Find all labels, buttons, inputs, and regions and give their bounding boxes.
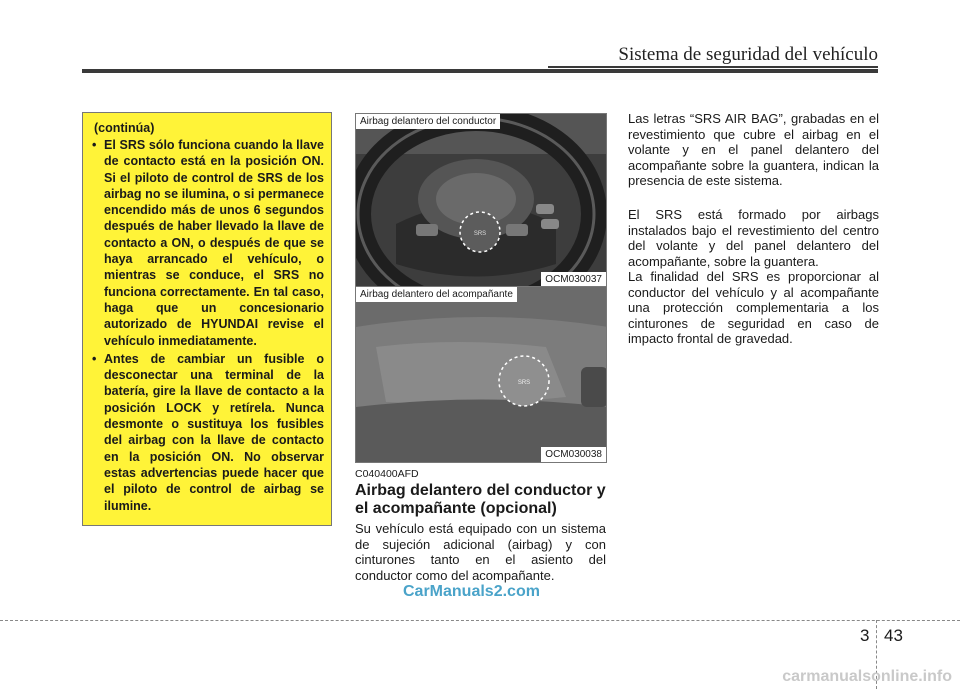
passenger-airbag-photo <box>355 286 607 463</box>
warning-item <box>90 137 324 349</box>
warning-item-text: Antes de cambiar un fusible o desconectar una terminal de la batería, gire la llave de contacto a la posición LOCK y retírela. Nunca desmonte o sustituya los fusibles del airbag con la llave de contacto en la posición ON. No observar estas advertencias puede hacer que el piloto de control de airbag se ilumine. <box>104 351 324 513</box>
photo-code: OCM030038 <box>541 447 606 462</box>
srs-badge: SRS <box>517 380 531 386</box>
steering-wheel-illustration <box>356 114 607 288</box>
chapter-number: 3 <box>860 626 870 645</box>
header-rule-thin <box>548 66 878 68</box>
body-paragraph: Las letras “SRS AIR BAG”, grabadas en el revestimiento que cubre el airbag en el volante y en el panel delantero del acompañante sobre la guantera, indican la presencia de este sistema. <box>628 111 879 188</box>
warning-title: (continúa) <box>94 121 155 135</box>
body-paragraph: El SRS está formado por airbags instalados bajo el revestimiento del centro del volante y del panel delantero del acompañante, sobre la guantera. <box>628 207 879 269</box>
section-body: Su vehículo está equipado con un sistema de sujeción adicional (airbag) y con cinturones tanto en el asiento del conductor como del acompañante. <box>355 521 606 583</box>
section-heading: Airbag delantero del conductor y el acompañante (opcional) <box>355 482 606 517</box>
footer-rule <box>0 620 960 621</box>
driver-airbag-photo <box>355 113 607 288</box>
carmanuals-watermark: CarManuals2.com <box>403 583 540 600</box>
photo-label: Airbag delantero del acompañante <box>356 287 517 302</box>
section-code: C040400AFD <box>355 468 419 480</box>
warning-item-text: El SRS sólo funciona cuando la llave de contacto está en la posición ON. Si el piloto de control de SRS de los airbag no se ilumina, o si permanece encendido más de unos 6 segundos después de haber llevado la llave de contacto a ON, o después de que se haya arrancado el vehículo, o mientras se conduce, el SRS no funciona correctamente. En tal caso, haga que un concesionario autorizado de HYUNDAI revise el vehículo inmediatamente. <box>104 138 324 348</box>
page-header-title: Sistema de seguridad del vehículo <box>618 44 878 65</box>
srs-badge: SRS <box>473 231 487 237</box>
bullet-icon: • <box>92 138 97 152</box>
warning-item <box>90 351 324 514</box>
header-rule <box>82 69 878 73</box>
bullet-icon: • <box>92 351 97 366</box>
photo-code: OCM030037 <box>541 272 606 287</box>
site-watermark: carmanualsonline.info <box>782 668 952 685</box>
dashboard-illustration <box>356 287 607 463</box>
page-number: 43 <box>884 626 903 645</box>
body-paragraph: La finalidad del SRS es proporcionar al conductor del vehículo y al acompañante una protección complementaria a los cinturones de seguridad en caso de impacto frontal de gravedad. <box>628 269 879 346</box>
photo-label: Airbag delantero del conductor <box>356 114 500 129</box>
warning-box <box>82 112 332 526</box>
